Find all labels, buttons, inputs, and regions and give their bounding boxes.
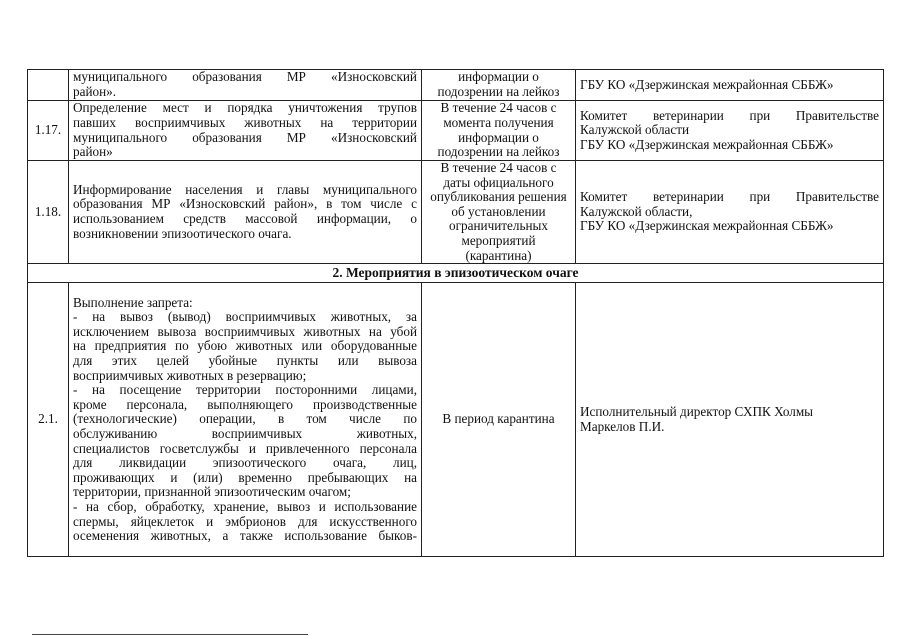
term-line: подозрении на лейкоз	[437, 144, 560, 160]
event-line: обслуживанию восприимчивых животных,	[73, 425, 417, 441]
responsible-line: Комитет ветеринарии при Правительстве	[580, 189, 879, 205]
term-cell	[422, 101, 576, 161]
measures-table	[27, 69, 884, 557]
responsible-cell	[576, 283, 884, 557]
footnote-rule	[32, 634, 308, 635]
event-line: муниципального образования МР «Износковский	[73, 69, 417, 85]
event-line: проживающих и (или) временно пребывающих на	[73, 469, 417, 485]
item-number	[28, 70, 69, 101]
term-line: информации о	[458, 129, 539, 145]
event-line: для этих целей убойные пункты или вывоза	[73, 352, 417, 368]
event-line: исключением вывоза восприимчивых животных на убой	[73, 323, 417, 339]
responsible-line: Комитет ветеринарии при Правительстве	[580, 107, 879, 123]
event-line: - на вывоз (вывод) восприимчивых животных, за	[73, 309, 417, 325]
event-line: возникновении эпизоотического очага.	[73, 225, 292, 241]
table-row	[28, 70, 884, 101]
term-line: В течение 24 часов с	[440, 160, 557, 175]
term-line: информации о	[458, 69, 539, 85]
term-line: об установлении	[451, 203, 546, 219]
term-line: мероприятий	[461, 232, 536, 248]
responsible-line: Маркелов П.И.	[580, 418, 665, 434]
item-number: 1.18.	[28, 161, 69, 264]
responsible-cell	[576, 161, 884, 264]
responsible-line: Калужской области	[580, 122, 690, 138]
section-row	[28, 264, 884, 283]
event-cell	[69, 101, 422, 161]
term-line: (карантина)	[465, 247, 532, 263]
responsible-line: ГБУ КО «Дзержинская межрайонная СББЖ»	[580, 136, 834, 152]
event-line: район»	[73, 144, 113, 160]
event-cell	[69, 283, 422, 557]
table-row	[28, 283, 884, 557]
event-line: для ликвидации эпизоотического очага, лиц,	[73, 455, 417, 471]
event-line: муниципального образования МР «Износковский	[73, 129, 417, 145]
term-line: ограничительных	[449, 218, 548, 234]
term-cell: В период карантина	[422, 283, 576, 557]
term-cell	[422, 161, 576, 264]
event-line: Информирование населения и главы муниципального	[73, 181, 417, 197]
item-number: 1.17.	[28, 101, 69, 161]
event-line: восприимчивых животных в резервацию;	[73, 367, 307, 383]
event-cell	[69, 70, 422, 101]
responsible-line: ГБУ КО «Дзержинская межрайонная СББЖ»	[580, 76, 834, 92]
section-title: 2. Мероприятия в эпизоотическом очаге	[28, 264, 884, 283]
event-line: - на посещение территории посторонними лицами,	[73, 382, 417, 398]
term-line: опубликования решения	[430, 189, 567, 205]
event-line: спермы, яйцеклеток и эмбрионов для искусственного	[73, 513, 417, 529]
event-line: кроме персонала, выполняющего производственные	[73, 396, 417, 412]
event-line: район».	[73, 84, 117, 99]
event-line: - на сбор, обработку, хранение, вывоз и использование	[73, 498, 417, 514]
event-line: на предприятия по убою животных или оборудованные	[73, 338, 417, 354]
item-number: 2.1.	[28, 283, 69, 557]
responsible-line: Исполнительный директор СХПК Холмы	[580, 404, 814, 420]
event-line: специалистов госветслужбы и привлеченного персонала	[73, 440, 417, 456]
responsible-cell	[576, 70, 884, 101]
term-cell	[422, 70, 576, 101]
term-line: даты официального	[443, 174, 554, 190]
term-line: момента получения	[443, 114, 554, 130]
table-row	[28, 101, 884, 161]
event-line: образования МР «Износковский район», в том числе с	[73, 196, 417, 212]
event-line: территории, признанной эпизоотическим очагом;	[73, 484, 351, 500]
event-cell	[69, 161, 422, 264]
responsible-line: ГБУ КО «Дзержинская межрайонная СББЖ»	[580, 218, 834, 234]
event-line: павших восприимчивых животных на территории	[73, 114, 417, 130]
responsible-cell	[576, 101, 884, 161]
event-line: (технологические) операции, в том числе по	[73, 411, 417, 427]
responsible-line: Калужской области,	[580, 203, 693, 219]
event-line: Определение мест и порядка уничтожения трупов	[73, 100, 417, 116]
event-line: использованием средств массовой информации, о	[73, 211, 417, 227]
term-line: В течение 24 часов с	[440, 100, 557, 116]
event-line: осеменения животных, а также использование быков-	[73, 528, 417, 544]
table-row	[28, 161, 884, 264]
term-line: подозрении на лейкоз	[437, 84, 560, 99]
event-line: Выполнение запрета:	[73, 294, 193, 310]
